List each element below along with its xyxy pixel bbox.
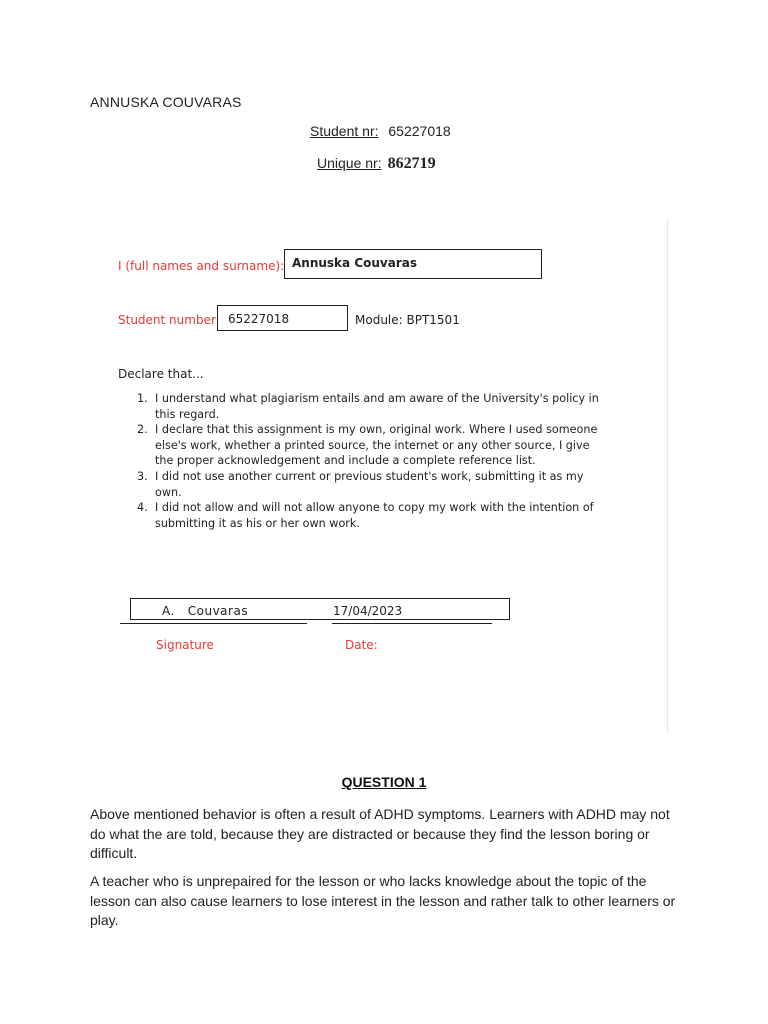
unique-nr-row	[317, 155, 436, 173]
signature-label: Signature	[156, 638, 214, 652]
declaration-image	[100, 218, 668, 732]
signature-value: A. Couvaras	[162, 604, 249, 618]
declaration-item	[137, 469, 583, 500]
student-number-label: Student number:	[118, 313, 220, 327]
student-nr-row	[310, 123, 451, 139]
date-value: 17/04/2023	[333, 604, 403, 618]
declare-heading: Declare that...	[118, 367, 204, 381]
declaration-item-number: 1.	[137, 392, 148, 405]
full-names-value: Annuska Couvaras	[292, 256, 417, 270]
declaration-item-line: the proper acknowledgement and include a complete reference list.	[155, 454, 536, 467]
student-nr-label: Student nr:	[310, 123, 379, 139]
student-number-value: 65227018	[228, 312, 290, 326]
module-text: Module: BPT1501	[355, 313, 460, 327]
declaration-item-number: 4.	[137, 501, 148, 514]
student-nr-value: 65227018	[388, 123, 451, 139]
signature-line	[120, 623, 307, 624]
date-line	[332, 623, 492, 624]
author-name: ANNUSKA COUVARAS	[90, 94, 242, 110]
date-label: Date:	[345, 638, 378, 652]
declaration-item-line: submitting it as his or her own work.	[155, 516, 360, 530]
answer-paragraph: A teacher who is unprepaired for the lesson or who lacks knowledge about the topic of the lesson can also cause learners to lose interest in the lesson and rather talk to other learners or play.	[90, 873, 676, 928]
declaration-item-number: 2.	[137, 423, 148, 436]
question-heading: QUESTION 1	[341, 774, 427, 790]
declaration-item	[137, 500, 594, 531]
declaration-item-line: own.	[155, 485, 182, 499]
declaration-item	[137, 422, 597, 469]
unique-nr-value: 862719	[387, 155, 436, 172]
declaration-item-line: I understand what plagiarism entails and am aware of the University's policy in	[155, 392, 599, 405]
declaration-item	[137, 391, 599, 422]
unique-nr-label: Unique nr:	[317, 155, 382, 171]
declaration-item-line: I declare that this assignment is my own, original work. Where I used someone	[155, 423, 598, 436]
declaration-item-number: 3.	[137, 470, 148, 483]
declaration-image-edge	[667, 218, 668, 734]
declaration-item-line: else's work, whether a printed source, the internet or any other source, I give	[155, 438, 590, 452]
declaration-item-line: I did not allow and will not allow anyone to copy my work with the intention of	[155, 501, 594, 514]
answer-paragraph: Above mentioned behavior is often a result of ADHD symptoms. Learners with ADHD may not do what the are told, because they are distracted or because they find the lesson boring or difficult.	[90, 806, 670, 861]
declaration-item-line: I did not use another current or previous student's work, submitting it as my	[155, 470, 584, 483]
declaration-item-line: this regard.	[155, 407, 220, 421]
full-names-label: I (full names and surname):	[118, 259, 285, 273]
